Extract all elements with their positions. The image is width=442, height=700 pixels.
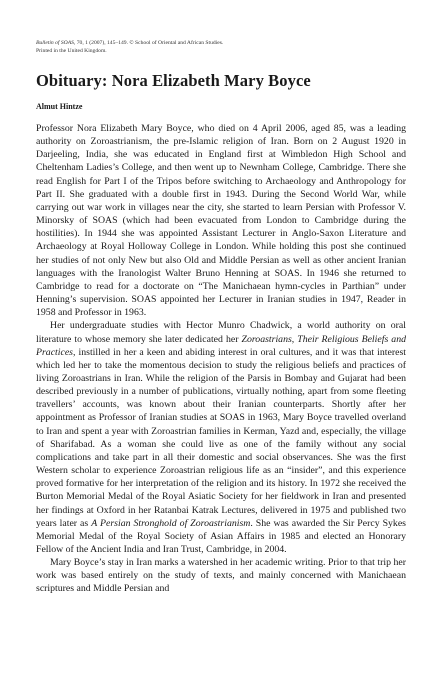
article-body [36, 122, 406, 596]
paragraph-3: Mary Boyce’s stay in Iran marks a watershed in her academic writing. Prior to that trip her work was based entirely on the study of texts, and mainly concerned with Manichaean scriptures and Middle Persian and [36, 557, 406, 595]
paragraph-2 [36, 319, 406, 556]
printed-in: Printed in the United Kingdom. [36, 47, 107, 54]
article-title: Obituary: Nora Elizabeth Mary Boyce [36, 71, 311, 90]
journal-citation [36, 40, 406, 48]
paragraph-2-text-a: Her undergraduate studies with Hector Munro Chadwick, a world authority on oral literature to whose memory she later dedicated her [36, 320, 406, 345]
paragraph-2-text-c: . She was awarded the Sir Percy Sykes Memorial Medal of the Royal Society of Asian Affairs in 1985 and elected an Honorary Fellow of the Ancient India and Iran Trust, Cambridge, in 2004. [36, 517, 406, 555]
book-title-zoroastrians: Zoroastrians, Their Religious Beliefs and Practices [36, 333, 406, 358]
paragraph-1: Professor Nora Elizabeth Mary Boyce, who died on 4 April 2006, aged 85, was a leading authority on Zoroastrianism, the pre-Islamic religion of Iran. Born on 2 August 1920 in Darjeeling, India, she was educated in England first at Wimbledon High School and Cheltenham Ladies’s College, and then went up to Newnham College, Cambridge. There she read English for Part I of the Tripos before switching to Archaeology and Anthropology for Part II. She graduated with a double first in 1943. During the Second World War, while carrying out war work in villages near the city, she started to learn Persian with Professor V. Minorsky of SOAS (which had been evacuated from London to Cambridge during the hostilities). In 1944 she was appointed Assistant Lecturer in Anglo-Saxon Literature and Archaeology at Royal Holloway College in London. While holding this post she continued her studies of not only New but also Old and Middle Persian as well as other ancient Iranian languages with the Iranologist Walter Bruno Henning at SOAS. In 1946 she returned to Cambridge to read for a doctorate on “The Manichaean hymn-cycles in Parthian” under Henning’s supervision. SOAS appointed her Lecturer in Iranian studies in 1947, Reader in 1958 and Professor in 1963. [36, 123, 406, 319]
book-title-persian-stronghold: A Persian Stronghold of Zoroastrianism [91, 517, 251, 529]
author-name: Almut Hintze [36, 102, 83, 111]
journal-citation-details: , 70, 1 (2007), 145–149. © School of Oriental and African Studies. [73, 40, 224, 46]
paragraph-2-text-b: , instilled in her a keen and abiding interest in oral cultures, and it was that interest which led her to take the momentous decision to study the religious beliefs and practices of living Zoroastrians in Iran. While the religion of the Parsis in Bombay and Gujarat had been described previously in a number of publications, virtually nothing, apart from some fleeting travellers’ accounts, was known about their Iranian counterparts. Shortly after her appointment as Professor of Iranian studies at SOAS in 1963, Mary Boyce travelled overland to Iran and spent a year with Zoroastrian families in Kerman, Yazd and, especially, the village of Sharifabad. As a woman she could live as one of the family without any social complications and take part in all their domestic and social observances. She was the first Western scholar to experience Zoroastrian religious life as an “insider”, and this experience proved formative for her interpretation of the religion and its history. In 1972 she received the Burton Memorial Medal of the Royal Asiatic Society for her fieldwork in Iran and presented her findings at Oxford in her Ratanbai Katrak Lectures, delivered in 1975 and published two years later as [36, 346, 406, 529]
journal-name: Bulletin of SOAS [36, 40, 74, 46]
